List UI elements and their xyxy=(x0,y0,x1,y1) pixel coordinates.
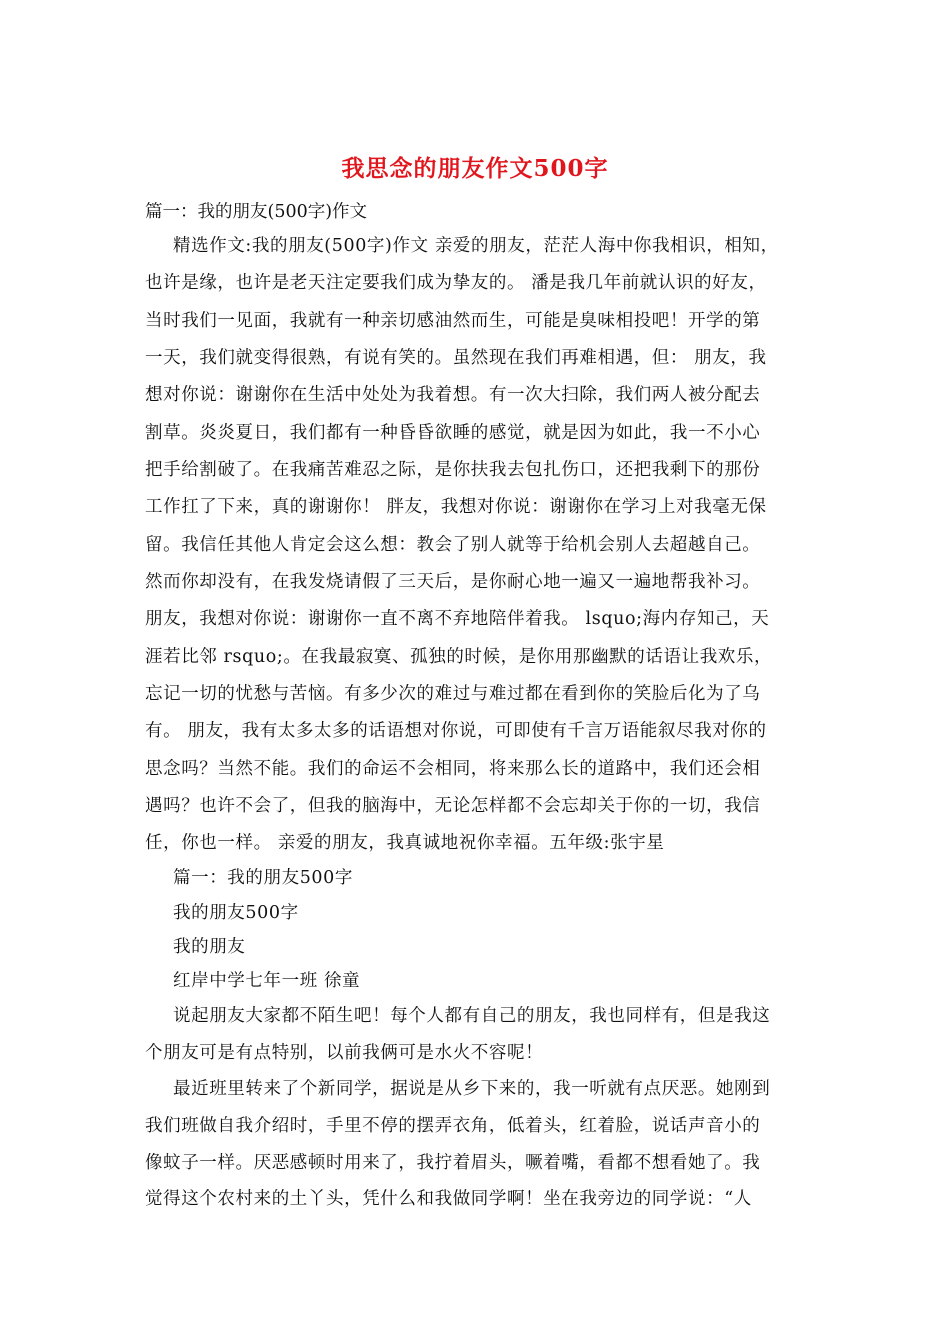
paragraph-line: 然而你却没有，在我发烧请假了三天后，是你耐心地一遍又一遍地帮我补习。 xyxy=(145,572,761,592)
paragraph-line: 最近班里转来了个新同学，据说是从乡下来的，我一听就有点厌恶。她刚到 xyxy=(173,1079,771,1099)
paragraph-line: 想对你说：谢谢你在生活中处处为我着想。有一次大扫除，我们两人被分配去 xyxy=(145,385,761,405)
paragraph-line: 觉得这个农村来的土丫头，凭什么和我做同学啊！坐在我旁边的同学说：“人 xyxy=(145,1189,752,1209)
document-title: 我思念的朋友作文500字 xyxy=(341,155,609,182)
paragraph-line: 涯若比邻 rsquo;。在我最寂寞、孤独的时候，是你用那幽默的话语让我欢乐， xyxy=(145,647,773,667)
paragraph-line: 说起朋友大家都不陌生吧！每个人都有自己的朋友，我也同样有，但是我这 xyxy=(173,1006,771,1026)
section-heading: 篇一：我的朋友(500字)作文 xyxy=(145,202,368,222)
paragraph-line: 精选作文:我的朋友(500字)作文 亲爱的朋友，茫茫人海中你我相识，相知， xyxy=(173,236,779,256)
paragraph-line: 当时我们一见面，我就有一种亲切感油然而生，可能是臭味相投吧！开学的第 xyxy=(145,311,761,331)
paragraph-line: 也许是缘，也许是老天注定要我们成为挚友的。 潘是我几年前就认识的好友， xyxy=(145,273,767,293)
subheading-line: 篇一：我的朋友500字 xyxy=(173,868,354,888)
paragraph-line: 遇吗？也许不会了，但我的脑海中，无论怎样都不会忘却关于你的一切，我信 xyxy=(145,796,761,816)
paragraph-line: 任，你也一样。 亲爱的朋友，我真诚地祝你幸福。五年级:张宇星 xyxy=(145,833,665,853)
subheading-line: 我的朋友500字 xyxy=(173,903,299,923)
paragraph-line: 个朋友可是有点特别，以前我俩可是水火不容呢！ xyxy=(145,1043,544,1063)
paragraph-line: 朋友，我想对你说：谢谢你一直不离不弃地陪伴着我。 lsquo;海内存知己，天 xyxy=(145,609,770,629)
paragraph-line: 割草。炎炎夏日，我们都有一种昏昏欲睡的感觉，就是因为如此，我一不小心 xyxy=(145,423,761,443)
paragraph-line: 留。我信任其他人肯定会这么想：教会了别人就等于给机会别人去超越自己。 xyxy=(145,535,761,555)
paragraph-line: 思念吗？当然不能。我们的命运不会相同，将来那么长的道路中，我们还会相 xyxy=(145,759,761,779)
subheading-line: 我的朋友 xyxy=(173,937,246,957)
paragraph-line: 有。 朋友，我有太多太多的话语想对你说，可即使有千言万语能叙尽我对你的 xyxy=(145,721,767,741)
paragraph-line: 把手给割破了。在我痛苦难忍之际，是你扶我去包扎伤口，还把我剩下的那份 xyxy=(145,460,761,480)
author-line: 红岸中学七年一班 徐童 xyxy=(173,971,361,991)
paragraph-line: 忘记一切的忧愁与苦恼。有多少次的难过与难过都在看到你的笑脸后化为了乌 xyxy=(145,684,761,704)
paragraph-line: 像蚊子一样。厌恶感顿时用来了，我拧着眉头，噘着嘴，看都不想看她了。我 xyxy=(145,1153,761,1173)
paragraph-line: 一天，我们就变得很熟，有说有笑的。虽然现在我们再难相遇，但： 朋友，我 xyxy=(145,348,767,368)
paragraph-line: 工作扛了下来，真的谢谢你！ 胖友，我想对你说：谢谢你在学习上对我毫无保 xyxy=(145,497,767,517)
paragraph-line: 我们班做自我介绍时，手里不停的摆弄衣角，低着头，红着脸，说话声音小的 xyxy=(145,1116,761,1136)
